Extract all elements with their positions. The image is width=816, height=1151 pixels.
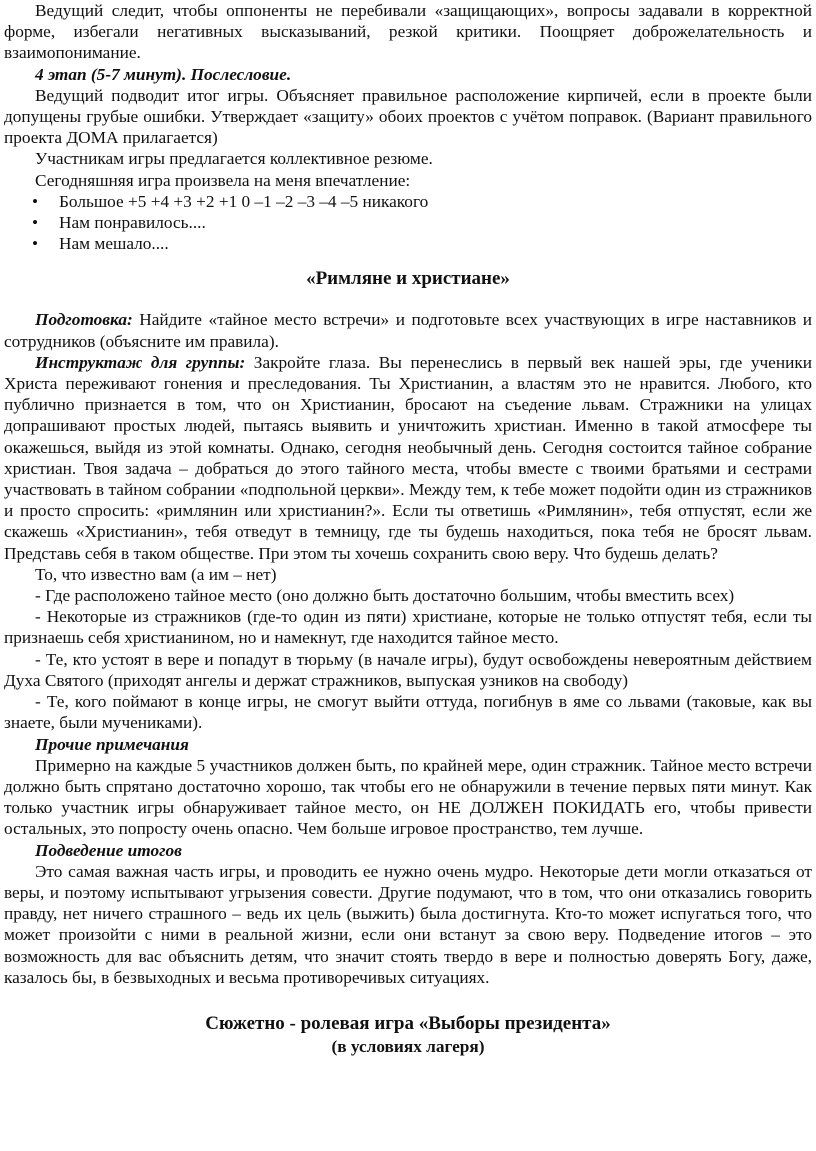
paragraph-moderator-rules: Ведущий следит, чтобы оппоненты не перебивали «защищающих», вопросы задавали в корректной форме, избегали негативных высказываний, резкой критики. Поощряет доброжелательность и взаимопонимание. [4, 1, 812, 63]
notes-heading: Прочие примечания [35, 734, 189, 754]
impression-list [4, 191, 812, 255]
briefing-label: Инструктаж для группы: [35, 352, 246, 372]
known-item: - Те, кого поймают в конце игры, не смогут выйти оттуда, погибнув в яме со львами (таковые, как вы знаете, были мучениками). [4, 692, 812, 733]
section-title-romans-christians: «Римляне и христиане» [306, 268, 510, 290]
list-item: • Большое +5 +4 +3 +2 +1 0 –1 –2 –3 –4 –5 никакого [32, 191, 429, 211]
bullet-icon: • [32, 213, 39, 233]
list-item: • Нам мешало.... [32, 234, 169, 254]
paragraph-summary: Это самая важная часть игры, и проводить ее нужно очень мудро. Некоторые дети могли отказаться от веры, и поэтому испытывают угрызения совести. Другие подумают, что в том, что они отказались говорить правду, нет ничего страшного – ведь их цель (выжить) была достигнута. Кто-то может испугаться того, что может произойти с ними в реальной жизни, если они встанут за свою веру. Подведение итогов – это возможность для вас объяснить детям, что значит стоять твердо в вере и полностью доверять Богу, даже, казалось бы, в безвыходных и весьма противоречивых ситуациях. [4, 861, 812, 987]
paragraph-summary-explanation: Ведущий подводит итог игры. Объясняет правильное расположение кирпичей, если в проекте были допущены грубые ошибки. Утверждает «защиту» обоих проектов с учётом поправок. (Вариант правильного проекта ДОМА прилагается) [4, 85, 812, 148]
known-item: - Где расположено тайное место (оно должно быть достаточно большим, чтобы вместить всех) [35, 586, 735, 606]
summary-heading: Подведение итогов [35, 840, 182, 860]
paragraph-briefing: Инструктаж для группы: Закройте глаза. Вы перенеслись в первый век нашей эры, где ученики Христа переживают гонения и преследования. Ты Христианин, а властям это не нравится. Любого, кто публично признается в том, что он Христианин, бросают на съедение львам. Стражники на улицах допрашивают простых людей, пытаясь выявить и уничтожить христиан. Именно в такой атмосфере ты окажешься, выйдя из этой комнаты. Однако, сегодня необычный день. Сегодня состоится тайное собрание христиан. Твоя задача – добраться до этого тайного места, чтобы вместе с твоими братьями и сестрами участвовать в тайном собрании «подпольной церкви». Между тем, к тебе может подойти один из стражников и просто спросить: «римлянин или христианин?». Если ты ответишь «Римлянин», тебя отпустят, если же скажешь «Христианин», тебя отведут в темницу, где ты будешь находиться, пока тебя не бросят львам. Представь себя в таком обществе. При этом ты хочешь сохранить свою веру. Что будешь делать? [4, 352, 812, 563]
bullet-icon: • [32, 191, 39, 211]
preparation-label: Подготовка: [35, 310, 133, 330]
paragraph-preparation: Подготовка: Найдите «тайное место встречи» и подготовьте всех участвующих в игре наставников и сотрудников (объясните им правила). [4, 310, 812, 351]
section-title-elections: Сюжетно - ролевая игра «Выборы президента» [205, 1012, 611, 1034]
paragraph-known: То, что известно вам (а им – нет) [35, 564, 277, 584]
paragraph-notes: Примерно на каждые 5 участников должен быть, по крайней мере, один стражник. Тайное место встречи должно быть спрятано достаточно хорошо, так чтобы его не обнаружили в течение первых пяти минут. Как только участник игры обнаруживает тайное место, он НЕ ДОЛЖЕН ПОКИДАТЬ его, чтобы привести остальных, это попросту очень опасно. Чем больше игровое пространство, тем лучше. [4, 755, 812, 839]
paragraph-impression: Сегодняшняя игра произвела на меня впечатление: [35, 170, 411, 190]
paragraph-collective-resume: Участникам игры предлагается коллективное резюме. [35, 149, 433, 169]
known-item: - Те, кто устоят в вере и попадут в тюрьму (в начале игры), будут освобождены невероятным действием Духа Святого (приходят ангелы и держат стражников, выпуская узников на свободу) [4, 649, 812, 690]
bullet-icon: • [32, 234, 39, 254]
list-item: • Нам понравилось.... [32, 213, 206, 233]
section-subtitle-camp: (в условиях лагеря) [331, 1036, 485, 1056]
known-item: - Некоторые из стражников (где-то один из пяти) христиане, которые не только отпустят тебя, если ты признаешь себя христианином, но и намекнут, где находится тайное место. [4, 607, 812, 648]
stage4-heading: 4 этап (5-7 минут). Послесловие. [35, 64, 292, 84]
